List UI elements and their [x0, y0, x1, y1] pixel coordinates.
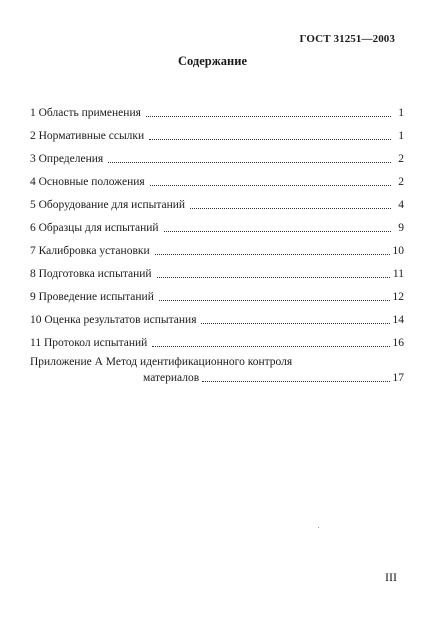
- dot-leader: [150, 184, 391, 186]
- toc-entry-label: 11 Протокол испытаний: [30, 337, 148, 349]
- toc-entry[interactable]: [30, 235, 404, 258]
- toc-entry-label: 1 Область применения: [30, 107, 141, 119]
- scan-speck: [318, 527, 319, 528]
- appendix-page: 17: [392, 372, 404, 384]
- toc-entry[interactable]: [30, 304, 404, 327]
- dot-leader: [201, 322, 389, 324]
- toc-entry-page: 11: [392, 268, 404, 280]
- toc-entry-page: 9: [398, 222, 404, 234]
- toc-entry[interactable]: [30, 281, 404, 304]
- toc-entry-page: 2: [398, 153, 404, 165]
- dot-leader: [202, 380, 389, 382]
- toc-entry[interactable]: [30, 97, 404, 120]
- table-of-contents: [30, 97, 404, 385]
- dot-leader: [146, 115, 391, 117]
- toc-entry[interactable]: [30, 258, 404, 281]
- appendix-title-continued: материалов: [143, 372, 200, 384]
- appendix-title: Приложение А Метод идентификационного контроля: [30, 356, 293, 368]
- dot-leader: [152, 345, 389, 347]
- dot-leader: [108, 161, 391, 163]
- toc-entry-page: 2: [398, 176, 404, 188]
- toc-entry-page: 16: [392, 337, 404, 349]
- dot-leader: [155, 253, 390, 255]
- toc-entry-label: 5 Оборудование для испытаний: [30, 199, 186, 211]
- toc-entry-label: 6 Образцы для испытаний: [30, 222, 159, 234]
- page-number: III: [385, 570, 397, 584]
- dot-leader: [159, 299, 390, 301]
- standard-header: ГОСТ 31251—2003: [299, 33, 395, 45]
- toc-entry[interactable]: [30, 166, 404, 189]
- toc-entry-label: 10 Оценка результатов испытания: [30, 314, 197, 326]
- toc-entry-page: 1: [398, 130, 404, 142]
- dot-leader: [164, 230, 391, 232]
- dot-leader: [149, 138, 391, 140]
- toc-entry-page: 1: [398, 107, 404, 119]
- toc-entry[interactable]: [30, 212, 404, 235]
- dot-leader: [190, 207, 391, 209]
- appendix-continuation: [30, 369, 404, 385]
- toc-entry-page: 4: [398, 199, 404, 211]
- toc-entry-label: 7 Калибровка установки: [30, 245, 150, 257]
- toc-entry[interactable]: [30, 120, 404, 143]
- page-title: Содержание: [177, 54, 247, 68]
- dot-leader: [157, 276, 390, 278]
- toc-entry-label: 4 Основные положения: [30, 176, 145, 188]
- toc-entry-label: 8 Подготовка испытаний: [30, 268, 152, 280]
- toc-appendix-entry[interactable]: [30, 355, 404, 385]
- toc-entry-label: 3 Определения: [30, 153, 104, 165]
- toc-entry-label: 2 Нормативные ссылки: [30, 130, 145, 142]
- toc-entry-page: 10: [392, 245, 404, 257]
- toc-entry[interactable]: [30, 143, 404, 166]
- toc-entry-label: 9 Проведение испытаний: [30, 291, 154, 303]
- toc-entry[interactable]: [30, 327, 404, 350]
- toc-entry[interactable]: [30, 189, 404, 212]
- toc-entry-page: 12: [392, 291, 404, 303]
- toc-entry-page: 14: [392, 314, 404, 326]
